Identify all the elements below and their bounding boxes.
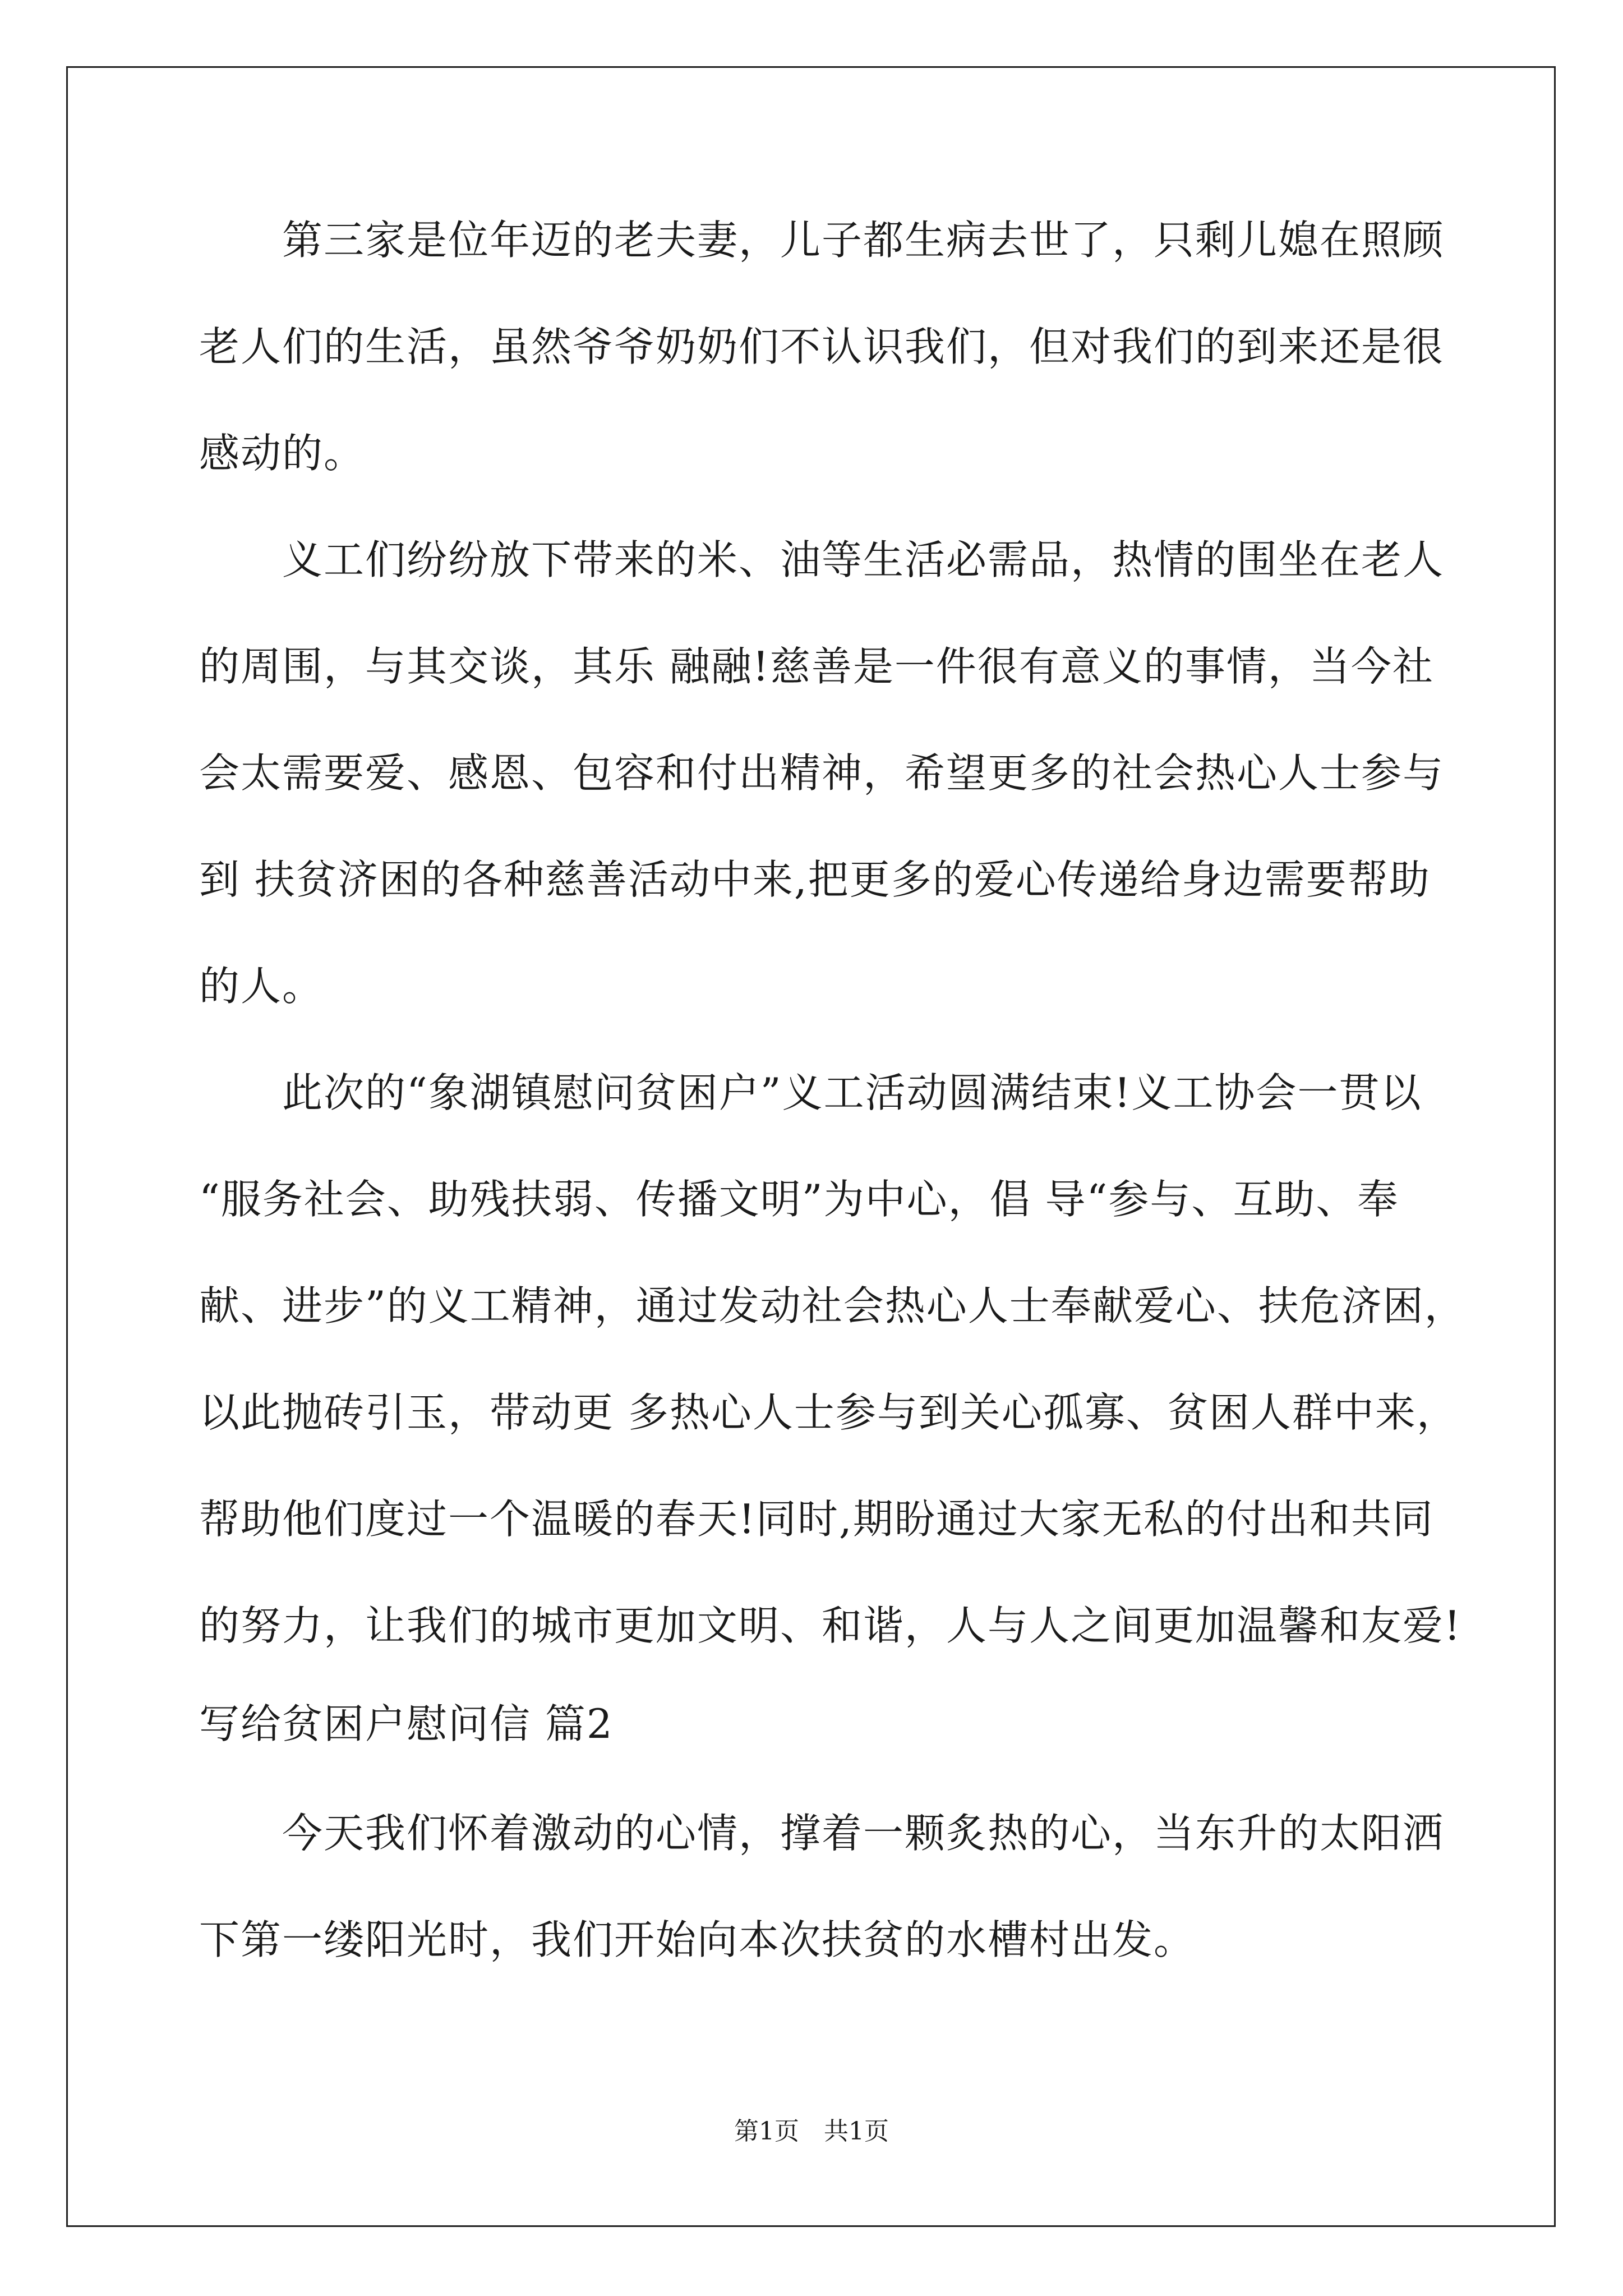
text-line: 献、进步”的义工精神，通过发动社会热心人士奉献爱心、扶危济困， <box>199 1282 1466 1329</box>
text-line: 下第一缕阳光时，我们开始向本次扶贫的水槽村出发。 <box>199 1916 1196 1963</box>
text-line: 会太需要爱、感恩、包容和付出精神，希望更多的社会热心人士参与 <box>199 749 1445 797</box>
text-line: 今天我们怀着激动的心情，撑着一颗炙热的心，当东升的太阳洒 <box>199 1810 1445 1857</box>
text-line: 以此抛砖引玉，带动更 多热心人士参与到关心孤寡、贫困人群中来， <box>199 1389 1458 1436</box>
text-line: 老人们的生活，虽然爷爷奶奶们不认识我们，但对我们的到来还是很 <box>199 323 1445 370</box>
text-line: 的周围，与其交谈，其乐 融融!慈善是一件很有意义的事情，当今社 <box>199 643 1434 690</box>
text-line: 第三家是位年迈的老夫妻，儿子都生病去世了，只剩儿媳在照顾 <box>199 217 1445 264</box>
text-line: 义工们纷纷放下带来的米、油等生活必需品，热情的围坐在老人 <box>199 536 1445 583</box>
text-line: 到 扶贫济困的各种慈善活动中来,把更多的爱心传递给身边需要帮助 <box>199 856 1431 903</box>
text-line: 的人。 <box>199 963 324 1010</box>
page-number-footer: 第1页 共1页 <box>734 2117 889 2146</box>
text-line: 感动的。 <box>199 430 366 477</box>
text-line: 的努力，让我们的城市更加文明、和谐，人与人之间更加温馨和友爱! <box>199 1602 1461 1649</box>
text-line: 帮助他们度过一个温暖的春天!同时,期盼通过大家无私的付出和共同 <box>199 1496 1434 1543</box>
text-line: 此次的“象湖镇慰问贫困户”义工活动圆满结束!义工协会一贯以 <box>199 1069 1422 1116</box>
section-heading: 写给贫困户慰问信 篇2 <box>199 1700 614 1747</box>
page-border <box>66 66 1556 2227</box>
text-line: “服务社会、助残扶弱、传播文明”为中心，倡 导“参与、互助、奉 <box>199 1176 1399 1223</box>
